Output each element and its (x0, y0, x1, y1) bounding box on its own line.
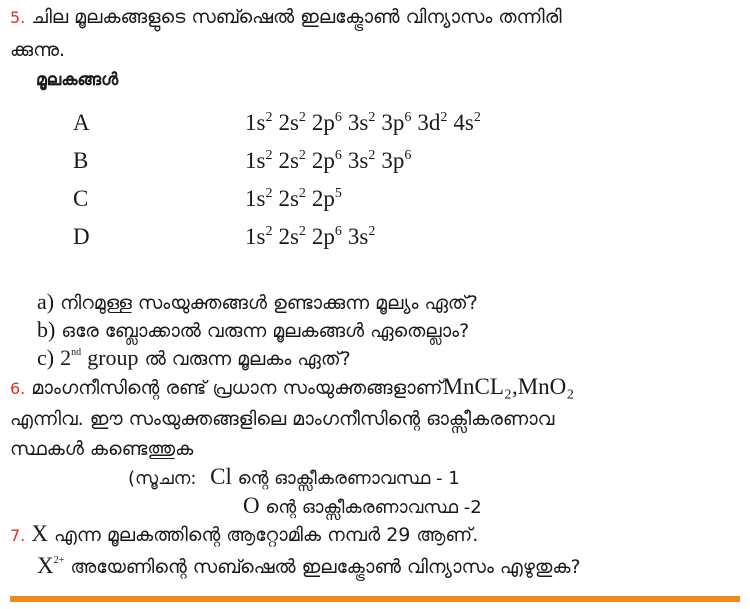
element-row (0, 180, 750, 218)
q6-formula: MnCL₂,MnO₂ (442, 374, 575, 399)
q6-text-line1: മാംഗനീസിന്റെ രണ്ട് പ്രധാന സംയുക്തങ്ങളാണ് (31, 377, 443, 399)
q7-ion: $X^{2+}$ (37, 553, 65, 578)
orbital-term: $2s^2$ (278, 110, 306, 135)
orbital-term: $2s^2$ (278, 186, 306, 211)
q7-text-line2: അയേണിന്റെ സബ്ഷെൽ ഇലക്ട്രോൺ വിന്യാസം എഴുതുക? (70, 556, 581, 578)
orbital-term: $2p^6$ (311, 224, 342, 249)
orbital-term: $3p^6$ (381, 110, 412, 135)
sub-a-text: നിറമുള്ള സംയുക്തങ്ങൾ ഉണ്ടാക്കുന്ന മൂല്യം ഏത്? (60, 292, 478, 314)
q7-text-line1: എന്ന മൂലകത്തിന്റെ ആറ്റോമിക നമ്പർ 29 ആണ്. (53, 524, 479, 546)
q7-number: 7. (10, 526, 26, 545)
q5-sub-c (37, 344, 351, 373)
orbital-term: $1s^2$ (245, 224, 273, 249)
orbital-term: $3d^2$ (417, 110, 448, 135)
elements-heading: മൂലകങ്ങൾ (36, 70, 119, 90)
orbital-term: $2p^6$ (311, 110, 342, 135)
sub-c-group-word: group (87, 345, 139, 370)
hint1-text: ന്റെ ഓക്സീകരണാവസ്ഥ - 1 (237, 468, 460, 489)
q5-text-line2: ക്കുന്നു. (10, 39, 66, 61)
q7-line1 (10, 521, 478, 549)
electron-configuration (245, 104, 481, 142)
orbital-term: $2p^6$ (311, 148, 342, 173)
q7-symbol: X (31, 521, 48, 546)
orbital-term: $3s^2$ (347, 110, 376, 135)
q6-text-line2: എന്നിവ. ഈ സംയുക്തങ്ങളിലെ മാംഗനീസിന്റെ ഓക്സീകരണാവ (10, 408, 555, 430)
electron-configuration (245, 218, 375, 256)
q7-line2 (37, 553, 581, 580)
sub-c-text: ൽ വരുന്ന മൂലകം ഏത്? (144, 348, 351, 370)
orbital-term: $3p^6$ (381, 148, 412, 173)
sub-a-letter: a) (37, 289, 55, 314)
bottom-orange-rule (10, 596, 740, 602)
element-row (0, 104, 750, 142)
hint1-symbol: Cl (210, 464, 232, 489)
q5-text-line1: ചില മൂലകങ്ങളുടെ സബ്ഷെൽ ഇലക്ട്രോൺ വിന്യാസം തന്നിരി (31, 6, 562, 28)
q5-number: 5. (10, 8, 26, 27)
hint-open: (സൂചന: (128, 468, 197, 489)
electron-configuration (245, 142, 411, 180)
q6-line1 (10, 374, 574, 402)
sub-c-letter: c) (37, 345, 55, 370)
element-row (0, 218, 750, 256)
orbital-term: $4s^2$ (453, 110, 481, 135)
q6-hint-line2 (243, 492, 482, 522)
orbital-term: $2s^2$ (278, 148, 306, 173)
q5-sub-a (37, 288, 478, 317)
orbital-term: $1s^2$ (245, 186, 273, 211)
element-label: A (73, 110, 90, 135)
q6-text-line3: സ്ഥകൾ കണ്ടെത്തുക (10, 438, 194, 460)
q5-line1 (10, 4, 562, 31)
sub-b-text: ഒരേ ബ്ലോക്കാൽ വരുന്ന മൂലകങ്ങൾ ഏതെല്ലാം? (61, 320, 470, 342)
element-label: D (73, 224, 90, 249)
orbital-term: $1s^2$ (245, 110, 273, 135)
hint2-symbol: O (243, 493, 260, 518)
q6-hint-line1 (128, 463, 460, 493)
element-row (0, 142, 750, 180)
orbital-term: $3s^2$ (347, 224, 376, 249)
hint2-text: ന്റെ ഓക്സീകരണാവസ്ഥ -2 (265, 497, 482, 518)
element-label: C (73, 186, 89, 211)
q6-number: 6. (10, 379, 26, 398)
orbital-term: $1s^2$ (245, 148, 273, 173)
orbital-term: $2s^2$ (278, 224, 306, 249)
orbital-term: $2p^5$ (311, 186, 342, 211)
sub-b-letter: b) (37, 317, 56, 342)
sub-c-ordinal: 2nd (60, 345, 82, 370)
element-label: B (73, 148, 89, 173)
orbital-term: $3s^2$ (347, 148, 376, 173)
q5-sub-b (37, 316, 469, 345)
electron-configuration (245, 180, 342, 218)
